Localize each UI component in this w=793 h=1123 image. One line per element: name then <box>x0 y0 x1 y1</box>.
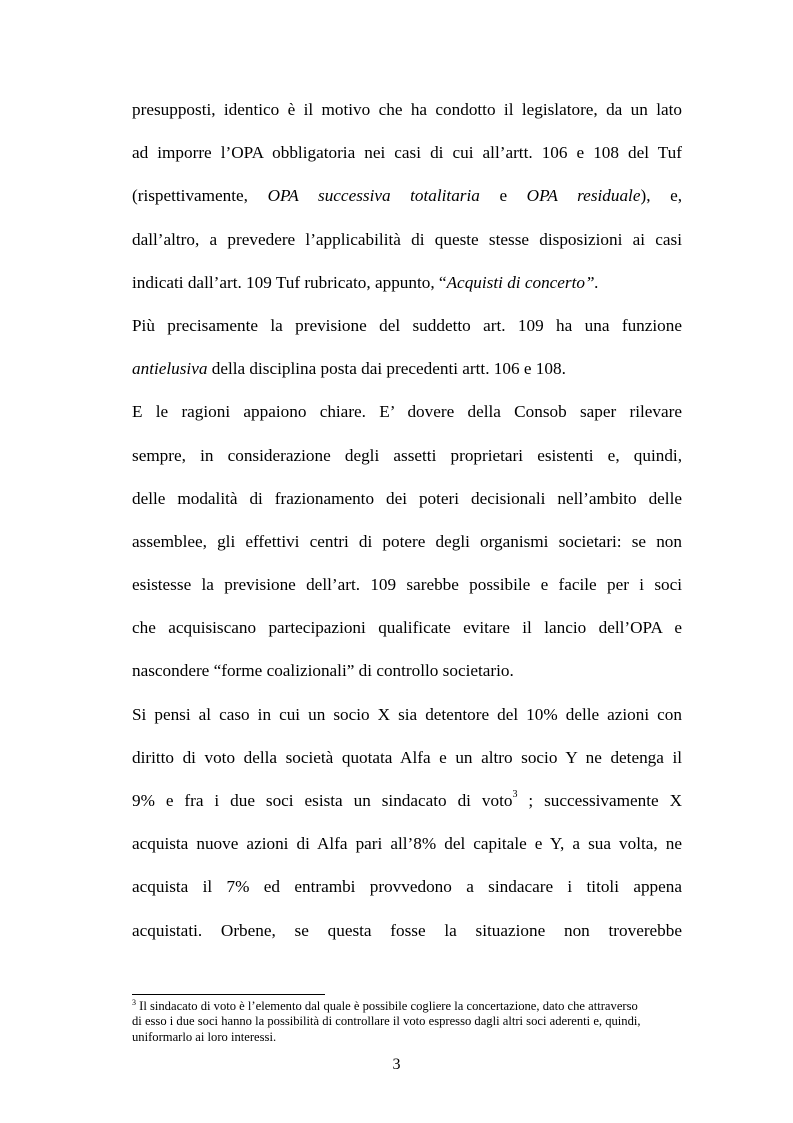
body-line: Più precisamente la previsione del suddetto art. 109 ha una funzione <box>132 315 682 335</box>
body-line: 9% e fra i due soci esista un sindacato di voto$^3$ ; successivamente X <box>132 789 682 810</box>
body-line: antielusiva della disciplina posta dai precedenti artt. 106 e 108. <box>132 359 566 379</box>
footnote <box>132 999 682 1045</box>
footnote-reference[interactable]: 3 <box>512 789 518 800</box>
body-line: esistesse la previsione dell’art. 109 sarebbe possibile e facile per i soci <box>132 575 682 595</box>
body-line: Si pensi al caso in cui un socio X sia detentore del 10% delle azioni con <box>132 704 682 724</box>
footnote-marker: 3 <box>132 998 136 1007</box>
body-line: delle modalità di frazionamento dei poteri decisionali nell’ambito delle <box>132 488 682 508</box>
body-line: dall’altro, a prevedere l’applicabilità di queste stesse disposizioni ai casi <box>132 229 682 249</box>
body-line: nascondere “forme coalizionali” di controllo societario. <box>132 661 514 681</box>
body-line: acquistati. Orbene, se questa fosse la situazione non troverebbe <box>132 920 682 940</box>
italic-term: OPA successiva totalitaria <box>267 186 480 206</box>
body-line: che acquisiscano partecipazioni qualificate evitare il lancio dell’OPA e <box>132 618 682 638</box>
body-line: assemblee, gli effettivi centri di potere degli organismi societari: se non <box>132 531 682 551</box>
italic-term: OPA residuale <box>526 186 641 206</box>
body-line: acquista il 7% ed entrambi provvedono a sindacare i titoli appena <box>132 877 682 897</box>
body-line: (rispettivamente, OPA successiva totalitaria e OPA residuale), e, <box>132 186 682 206</box>
body-line: E le ragioni appaiono chiare. E’ dovere della Consob saper rilevare <box>132 402 682 422</box>
body-line: indicati dall’art. 109 Tuf rubricato, appunto, “Acquisti di concerto”. <box>132 272 599 292</box>
body-line: sempre, in considerazione degli assetti proprietari esistenti e, quindi, <box>132 445 682 465</box>
page-number: 3 <box>392 1056 401 1073</box>
footnote-line: uniformarlo ai loro interessi. <box>132 1029 277 1044</box>
italic-term: Acquisti di concerto”. <box>446 272 599 292</box>
footnote-divider <box>132 994 325 995</box>
body-line: acquista nuove azioni di Alfa pari all’8% del capitale e Y, a sua volta, ne <box>132 834 682 854</box>
body-text <box>132 88 682 952</box>
body-line: presupposti, identico è il motivo che ha condotto il legislatore, da un lato <box>132 100 682 119</box>
body-line: ad imporre l’OPA obbligatoria nei casi di cui all’artt. 106 e 108 del Tuf <box>132 143 682 163</box>
italic-term: antielusiva <box>132 359 208 379</box>
footnote-line: di esso i due soci hanno la possibilità di controllare il voto espresso dagli altri soci aderenti e, quindi, <box>132 1014 641 1029</box>
body-line: diritto di voto della società quotata Alfa e un altro socio Y ne detenga il <box>132 747 682 767</box>
footnote-line: $^3$ Il sindacato di voto è l’elemento dal quale è possibile cogliere la concertazione, dato che attraverso <box>132 998 638 1013</box>
